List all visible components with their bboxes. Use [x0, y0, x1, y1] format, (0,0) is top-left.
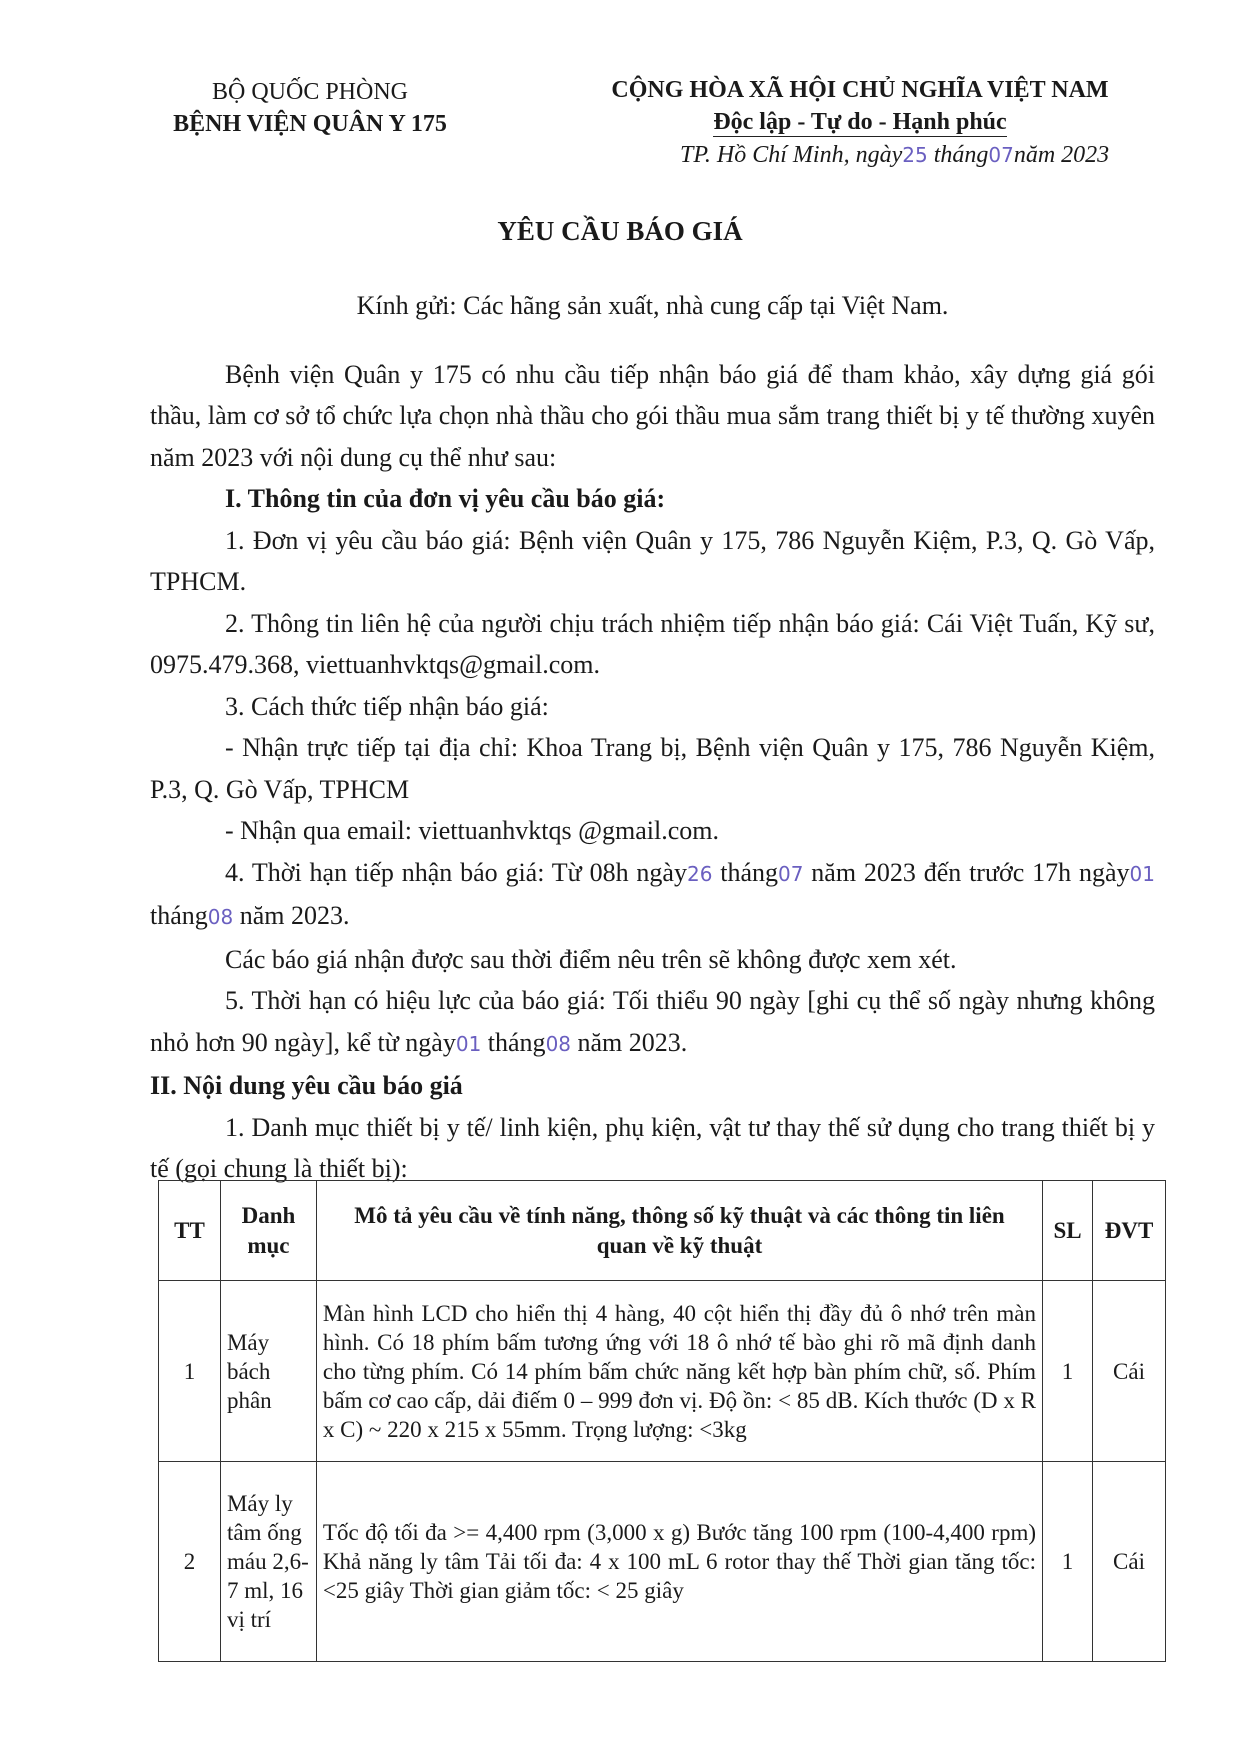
section1-heading: I. Thông tin của đơn vị yêu cầu báo giá: [225, 484, 666, 513]
cell-desc: Màn hình LCD cho hiển thị 4 hàng, 40 cột hiển thị đầy đủ ô nhớ trên màn hình. Có 18 phím bấm tương ứng với 18 ô nhớ tế bào ghi rõ mã định danh cho từng phím. Có 14 phím bấm chức năng kết hợp bàn phím chữ, số. Phím bấm cơ cao cấp, dải điếm 0 – 999 đơn vị. Độ ồn: < 85 dB. Kích thước (D x R x C) ~ 220 x 215 x 55mm. Trọng lượng: <3kg [316, 1281, 1042, 1462]
cell-qty: 1 [1043, 1281, 1093, 1462]
item5-text: 5. Thời hạn có hiệu lực của báo giá: Tối thiểu 90 ngày [ghi cụ thể số ngày nhưng không nhỏ hơn 90 ngày], kể từ ngày [150, 986, 1155, 1057]
table-row [159, 1281, 1166, 1462]
cell-name: Máy bách phân [220, 1281, 316, 1462]
section1-item3: 3. Cách thức tiếp nhận báo giá: [225, 691, 549, 721]
cell-unit: Cái [1093, 1281, 1166, 1462]
ministry-name: BỘ QUỐC PHÒNG [211, 79, 409, 105]
date-prefix: TP. Hồ Chí Minh, ngày [680, 142, 903, 168]
section1-item1: 1. Đơn vị yêu cầu báo giá: Bệnh viện Quân y 175, 786 Nguyễn Kiệm, P.3, Q. Gò Vấp, TPHCM. [150, 525, 1155, 596]
intro-paragraph: Bệnh viện Quân y 175 có nhu cầu tiếp nhận báo giá để tham khảo, xây dựng giá gói thầu, làm cơ sở tổ chức lựa chọn nhà thầu cho gói thầu mua sắm trang thiết bị y tế thường xuyên năm 2023 với nội dung cụ thể như sau: [150, 359, 1155, 472]
cell-name: Máy ly tâm ống máu 2,6-7 ml, 16 vị trí [220, 1462, 316, 1662]
section1-item5 [150, 980, 1155, 1065]
recipient: Kính gửi: Các hãng sản xuất, nhà cung cấp tại Việt Nam. [356, 291, 949, 320]
table-row [159, 1462, 1166, 1662]
equipment-table [158, 1180, 1166, 1662]
table-header-row [159, 1181, 1166, 1281]
section2-heading: II. Nội dung yêu cầu báo giá [150, 1071, 463, 1100]
item4-text: năm 2023. [239, 901, 350, 930]
cell-qty: 1 [1043, 1462, 1093, 1662]
national-header [600, 74, 1120, 138]
item5-text: năm 2023. [577, 1027, 688, 1057]
document-date [680, 142, 1109, 169]
issuer-block [150, 76, 470, 140]
handwritten-day: 26 [686, 861, 713, 886]
section1-note: Các báo giá nhận được sau thời điểm nêu trên sẽ không được xem xét. [225, 944, 957, 974]
date-month-label: tháng [933, 142, 989, 168]
col-header-tt: TT [159, 1181, 221, 1281]
section1-item2: 2. Thông tin liên hệ của người chịu trách nhiệm tiếp nhận báo giá: Cái Việt Tuấn, Kỹ sư, 0975.479.368, viettuanhvktqs@gmail.com. [150, 608, 1155, 679]
country-name: CỘNG HÒA XÃ HỘI CHỦ NGHĨA VIỆT NAM [611, 77, 1109, 103]
handwritten-month: 07 [778, 861, 804, 886]
cell-tt: 1 [159, 1281, 221, 1462]
document-title: YÊU CẦU BÁO GIÁ [497, 216, 743, 246]
item4-text: tháng [150, 901, 208, 930]
handwritten-day: 01 [455, 1031, 482, 1056]
col-header-desc: Mô tả yêu cầu về tính năng, thông số kỹ thuật và các thông tin liên quan về kỹ thuật [316, 1181, 1042, 1281]
section2-item1: 1. Danh mục thiết bị y tế/ linh kiện, phụ kiện, vật tư thay thế sử dụng cho trang thiết bị y tế (gọi chung là thiết bị): [150, 1112, 1155, 1183]
col-header-qty: SL [1043, 1181, 1093, 1281]
handwritten-month: 07 [988, 143, 1014, 167]
handwritten-day: 01 [1129, 861, 1155, 886]
cell-desc: Tốc độ tối đa >= 4,400 rpm (3,000 x g) Bước tăng 100 rpm (100-4,400 rpm) Khả năng ly tâm Tải tối đa: 4 x 100 mL 6 rotor thay thế Thời gian tăng tốc: <25 giây Thời gian giảm tốc: < 25 giây [316, 1462, 1042, 1662]
item4-text: 4. Thời hạn tiếp nhận báo giá: Từ 08h ngày [225, 857, 687, 887]
section1-item4 [150, 852, 1155, 939]
document-body [150, 285, 1155, 1190]
col-header-unit: ĐVT [1093, 1181, 1166, 1281]
cell-unit: Cái [1093, 1462, 1166, 1662]
handwritten-day: 25 [902, 143, 928, 167]
date-year: năm 2023 [1013, 142, 1110, 168]
handwritten-month: 08 [207, 905, 234, 929]
handwritten-month: 08 [545, 1031, 572, 1056]
section1-item3a: - Nhận trực tiếp tại địa chỉ: Khoa Trang bị, Bệnh viện Quân y 175, 786 Nguyễn Kiệm, P.3, Q. Gò Vấp, TPHCM [150, 733, 1155, 804]
hospital-name: BỆNH VIỆN QUÂN Y 175 [173, 111, 447, 137]
section1-item3b: - Nhận qua email: viettuanhvktqs @gmail.com. [225, 816, 719, 845]
cell-tt: 2 [159, 1462, 221, 1662]
item5-text: tháng [487, 1027, 546, 1057]
item4-text: năm 2023 đến trước 17h ngày [811, 857, 1130, 887]
col-header-name: Danh mục [220, 1181, 316, 1281]
motto: Độc lập - Tự do - Hạnh phúc [713, 109, 1007, 135]
item4-text: tháng [720, 857, 779, 887]
